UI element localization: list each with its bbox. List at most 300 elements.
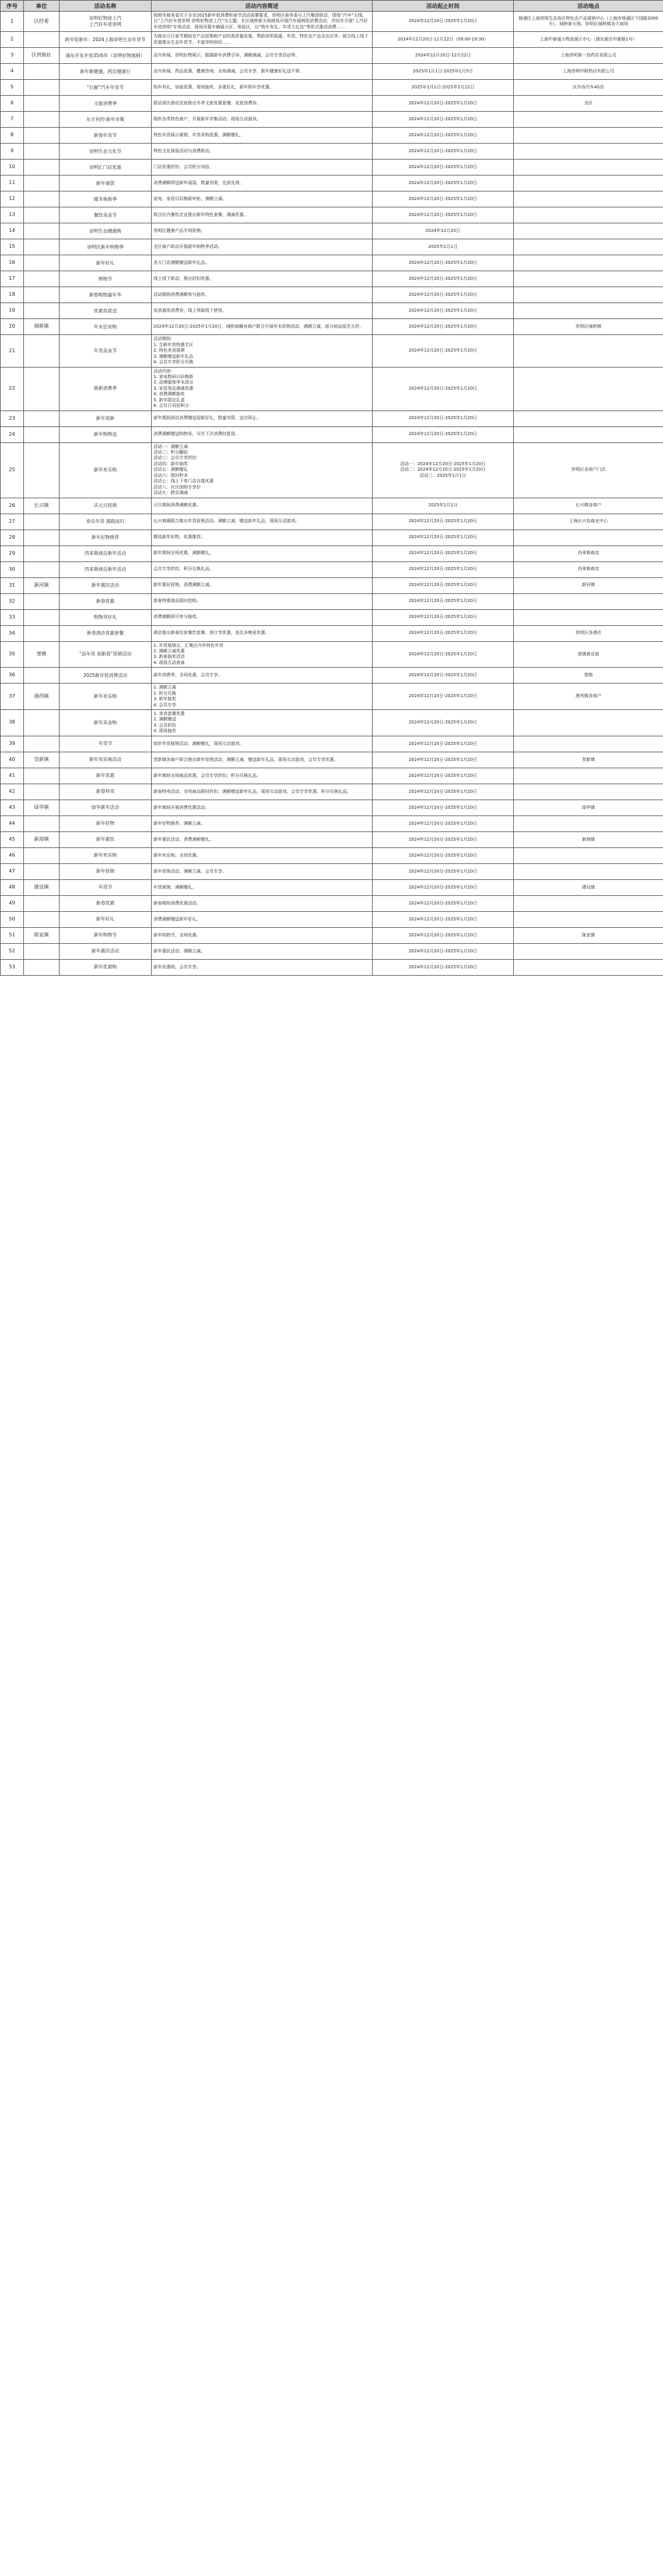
cell-no: 47 — [1, 863, 24, 879]
cell-name: 西来斯商店新年活动 — [60, 546, 152, 561]
cell-unit — [24, 736, 60, 752]
cell-date: 2024年12月20日-2025年1月20日 — [373, 144, 514, 160]
cell-desc: 新春期间消费优惠活动。 — [152, 895, 373, 911]
cell-desc: 消费满额即送新年福袋，数量有限，先到先得。 — [152, 175, 373, 191]
cell-date: 2024年12月20日-2025年1月20日 — [373, 335, 514, 367]
cell-desc: 2024年12月20日-2025年1月20日，城桥商圈各商户联合开展年末促销活动，满额立减，部分商品低至五折。 — [152, 319, 373, 335]
cell-name: 年末狂欢购 — [60, 319, 152, 335]
cell-unit — [24, 768, 60, 784]
cell-loc: 上海长兴岛商业中心 — [514, 514, 663, 530]
cell-desc: 活动内容： 1. 家电数码以旧换新 2. 品牌服饰季末清仓 3. 家居用品满减优惠 4. 消费满额抽奖 5. 新年限定礼盒 6. 会员日双倍积分 — [152, 367, 373, 411]
cell-no: 37 — [1, 684, 24, 710]
cell-date: 2024年12月20日-2025年1月20日 — [373, 609, 514, 625]
cell-unit: 新河镇 — [24, 577, 60, 593]
cell-date: 2024年12月20日-2025年1月20日 — [373, 768, 514, 784]
cell-name: 购物享好礼 — [60, 609, 152, 625]
cell-name: 新春年货节 — [60, 128, 152, 144]
cell-name: 新年好礼 — [60, 255, 152, 271]
cell-no: 38 — [1, 710, 24, 736]
cell-date: 2024年12月20日-2025年1月20日 — [373, 847, 514, 863]
table-row — [1, 927, 663, 943]
cell-no: 1 — [1, 12, 24, 32]
cell-unit — [24, 335, 60, 367]
cell-loc — [514, 710, 663, 736]
cell-desc: 酒店推出新春住宿餐饮套餐，预订享优惠，连住多晚更优惠。 — [152, 625, 373, 641]
table-row — [1, 561, 663, 577]
table-row — [1, 911, 663, 927]
cell-name: 年货节 — [60, 736, 152, 752]
cell-loc: 全区 — [514, 96, 663, 112]
cell-desc: 新年期间全场商品优惠，会员专享折扣，积分兑换礼品。 — [152, 768, 373, 784]
table-row — [1, 96, 663, 112]
cell-name: 绿华新年活动 — [60, 800, 152, 816]
cell-loc — [514, 367, 663, 411]
cell-name: 暖冬焕新季 — [60, 191, 152, 207]
cell-date: 2024年12月20日-2025年1月20日 — [373, 668, 514, 684]
cell-unit — [24, 411, 60, 426]
cell-unit: 区供销社 — [24, 48, 60, 64]
table-row — [1, 498, 663, 514]
cell-date: 2024年12月20日-2025年1月20日 — [373, 175, 514, 191]
cell-date: 2024年12月20日-2025年1月20日 — [373, 271, 514, 287]
cell-name: 新春优惠 — [60, 895, 152, 911]
cell-date: 2024年12月20日-2025年1月20日 — [373, 367, 514, 411]
table-row — [1, 319, 663, 335]
cell-date: 2025年1月1日 — [373, 239, 514, 255]
cell-loc — [514, 207, 663, 223]
cell-name: 新春特卖 — [60, 784, 152, 800]
cell-no: 22 — [1, 367, 24, 411]
header-date: 活动起止时间 — [373, 1, 514, 12]
table-row — [1, 144, 663, 160]
table-row — [1, 335, 663, 367]
cell-loc — [514, 255, 663, 271]
cell-unit — [24, 239, 60, 255]
cell-desc: 新年期间开展消费优惠活动。 — [152, 800, 373, 816]
cell-loc: 崇明区城桥镇 — [514, 319, 663, 335]
cell-loc: 新河镇 — [514, 577, 663, 593]
cell-date: 2024年12月20日-12月22日（09:00-19:30） — [373, 32, 514, 48]
cell-desc: 线上线下联动，推出折扣优惠。 — [152, 271, 373, 287]
table-row — [1, 12, 663, 32]
cell-name: 购物节 — [60, 271, 152, 287]
cell-loc: 堡镇 — [514, 668, 663, 684]
cell-date: 2024年12月20日-2025年1月20日 — [373, 710, 514, 736]
cell-loc — [514, 112, 663, 128]
cell-date: 2024年12月20日 — [373, 223, 514, 239]
cell-no: 42 — [1, 784, 24, 800]
cell-date: 2024年12月20日-2025年1月20日 — [373, 303, 514, 319]
cell-name: 崇明生态文化节 — [60, 144, 152, 160]
table-row — [1, 64, 663, 80]
activity-table — [0, 0, 663, 976]
cell-date: 2024年12月20日-2025年1月20日 — [373, 160, 514, 175]
table-row — [1, 303, 663, 319]
cell-desc: 元旦期间消费满额优惠。 — [152, 498, 373, 514]
cell-loc: 绿华镇 — [514, 800, 663, 816]
cell-name: 2025新年促消费活动 — [60, 668, 152, 684]
cell-unit: 竖新镇 — [24, 752, 60, 768]
cell-loc: 陈家镇 — [514, 927, 663, 943]
cell-loc — [514, 335, 663, 367]
cell-desc: 联动景区酒店民宿推出冬季文旅优惠套餐，发放消费券。 — [152, 96, 373, 112]
table-row — [1, 367, 663, 411]
cell-loc — [514, 959, 663, 975]
cell-desc: 长兴商圈联合推出年货促销活动，满额立减，赠送新年礼品，现场互动游戏。 — [152, 514, 373, 530]
cell-date: 2025年1月1日 — [373, 498, 514, 514]
table-row — [1, 128, 663, 144]
cell-date: 2024年12月20日-2025年1月20日 — [373, 207, 514, 223]
cell-date: 2024年12月20日-2025年1月20日 — [373, 927, 514, 943]
cell-name: 新年美食购 — [60, 710, 152, 736]
cell-name: 焕新消费季 — [60, 367, 152, 411]
cell-no: 33 — [1, 609, 24, 625]
cell-desc: 会员专享折扣，积分兑换礼品。 — [152, 561, 373, 577]
header-unit: 单位 — [24, 1, 60, 12]
cell-date: 2024年12月20日-2025年1月20日 — [373, 752, 514, 768]
cell-loc — [514, 943, 663, 959]
cell-no: 16 — [1, 255, 24, 271]
table-row — [1, 514, 663, 530]
cell-unit — [24, 546, 60, 561]
cell-no: 46 — [1, 847, 24, 863]
cell-desc: 活动期间： 1. 生鲜年货特惠专区 2. 特色美食展销 3. 满额赠送新年礼品 4. 会员专享积分兑换 — [152, 335, 373, 367]
cell-loc: 长兴镇各商户 — [514, 498, 663, 514]
cell-desc: 店内参展、崇明好物展示，跟随新年消费引导，满额满减，会员专享活动等。 — [152, 48, 373, 64]
cell-desc: 竖新镇各商户联合推出新年促销活动，满额立减，赠送新年礼品，现场互动游戏，会员专享优惠。 — [152, 752, 373, 768]
cell-date: 2024年12月20日-2025年1月20日 — [373, 112, 514, 128]
cell-date: 2024年12月20日-2025年1月20日 — [373, 911, 514, 927]
cell-desc: 1. 年货展销会，汇集区内外特色年货 2. 满额立减优惠 3. 新春抽奖活动 4. 现场互动表演 — [152, 641, 373, 668]
cell-date: 2024年12月20日-2025年1月20日 — [373, 684, 514, 710]
cell-unit — [24, 64, 60, 80]
cell-no: 5 — [1, 80, 24, 96]
cell-desc: 店内参展、药品优惠、健康咨询，全场满减，会员专享，新年健康好礼送不停。 — [152, 64, 373, 80]
cell-name: 新春购物嘉年华 — [60, 287, 152, 303]
cell-desc: 新春特卖活动，全场商品限时折扣，满额赠送新年礼品，现场互动游戏，会员专享优惠，积分兑换礼品。 — [152, 784, 373, 800]
cell-date: 2024年12月20日-2025年1月20日 — [373, 895, 514, 911]
cell-desc: 新年优惠购，会员专享。 — [152, 959, 373, 975]
cell-loc — [514, 223, 663, 239]
cell-date: 2024年12月20日-2025年1月20日 — [373, 287, 514, 303]
cell-desc: 按照市商务委关于全市2025新年促消费和春节活动部署要求，崇明区商务委与上汽集团联动，围绕“汽车”主线，以“上汽好车进崇明 崇明好物进上汽”为主题，在区城桥新天地商场开展汽车展销促消费活动，并同步开展“上汽好车进崇明”专场活动，现场设置车辆展示区、体验区，以“购车有礼、年货大礼包”等形式推动消费…… — [152, 12, 373, 32]
cell-date: 活动一：2024年12月20日-2025年1月20日 活动二：2024年12月20日-2025年1月20日 活动三：2025年1月1日 — [373, 442, 514, 498]
table-row — [1, 191, 663, 207]
table-row — [1, 426, 663, 442]
cell-date: 2024年12月20日-2025年1月20日 — [373, 319, 514, 335]
cell-loc: 竖新镇 — [514, 752, 663, 768]
cell-unit — [24, 442, 60, 498]
cell-unit: 城桥镇 — [24, 319, 60, 335]
cell-unit — [24, 223, 60, 239]
cell-unit — [24, 847, 60, 863]
cell-loc — [514, 784, 663, 800]
cell-date: 2024年12月20日-2025年1月20日 — [373, 255, 514, 271]
table-row — [1, 710, 663, 736]
table-row — [1, 668, 663, 684]
cell-name: 新年促销 — [60, 863, 152, 879]
cell-name: 餐饮美食节 — [60, 207, 152, 223]
cell-desc: 新年期间到店消费赠送迎新好礼，数量有限，送完即止。 — [152, 411, 373, 426]
cell-unit — [24, 959, 60, 975]
cell-unit — [24, 710, 60, 736]
cell-unit: 陈家镇 — [24, 927, 60, 943]
cell-desc: 新年欢乐购，全场优惠。 — [152, 847, 373, 863]
cell-name: “品年货 迎新春”促销活动 — [60, 641, 152, 668]
cell-unit — [24, 128, 60, 144]
cell-date: 2024年12月20日-2025年1月20日 — [373, 784, 514, 800]
cell-loc — [514, 411, 663, 426]
cell-desc: 新年期间全场优惠，满额赠礼。 — [152, 546, 373, 561]
cell-unit: 区经委 — [24, 12, 60, 32]
cell-unit — [24, 271, 60, 287]
table-row — [1, 609, 663, 625]
cell-no: 13 — [1, 207, 24, 223]
cell-loc — [514, 847, 663, 863]
cell-loc: 堡镇商业街 — [514, 641, 663, 668]
cell-desc: 新年购物节，全场优惠。 — [152, 927, 373, 943]
header-desc: 活动内容简述 — [152, 1, 373, 12]
cell-desc: 特色年货展示展销，年货采购优惠，满额赠礼。 — [152, 128, 373, 144]
cell-date: 2024年12月20日-2025年1月20日 — [373, 625, 514, 641]
table-row — [1, 112, 663, 128]
cell-loc: 上海崇明第一西药店有限公司 — [514, 48, 663, 64]
cell-unit: 长兴镇 — [24, 498, 60, 514]
table-row — [1, 530, 663, 546]
table-row — [1, 684, 663, 710]
cell-desc: 门店优惠折扣，会员积分加倍。 — [152, 160, 373, 175]
cell-no: 41 — [1, 768, 24, 784]
cell-name: 新年优惠购 — [60, 959, 152, 975]
cell-unit — [24, 287, 60, 303]
cell-date: 2024年12月20日-2025年1月20日 — [373, 546, 514, 561]
cell-unit — [24, 191, 60, 207]
cell-no: 35 — [1, 641, 24, 668]
cell-loc — [514, 609, 663, 625]
table-header-row — [1, 1, 663, 12]
cell-desc: 联合区内餐饮企业推出新年特色套餐，满减优惠。 — [152, 207, 373, 223]
cell-date: 2024年12月20日-2025年1月20日 — [373, 863, 514, 879]
cell-date: 2024年12月20日-2025年1月20日 — [373, 800, 514, 816]
cell-no: 6 — [1, 96, 24, 112]
cell-unit — [24, 863, 60, 879]
cell-loc: 西来斯商店 — [514, 546, 663, 561]
cell-no: 51 — [1, 927, 24, 943]
cell-name: 跨年促新年：2024上海崇明生态年货节 — [60, 32, 152, 48]
cell-no: 20 — [1, 319, 24, 335]
cell-loc — [514, 768, 663, 784]
cell-loc: 崇明区各酒店 — [514, 625, 663, 641]
cell-loc — [514, 863, 663, 879]
table-row — [1, 32, 663, 48]
cell-desc: 1. 美食套餐优惠 2. 满额赠送 3. 会员折扣 4. 现场抽奖 — [152, 710, 373, 736]
cell-name: 新年购物节 — [60, 927, 152, 943]
cell-unit — [24, 593, 60, 609]
cell-name: 庆元旦促销 — [60, 498, 152, 514]
table-row — [1, 831, 663, 847]
table-row — [1, 442, 663, 498]
cell-name: “巨献”汽车年货节 — [60, 80, 152, 96]
cell-date: 2024年12月20日-2025年1月20日 — [373, 411, 514, 426]
table-row — [1, 641, 663, 668]
cell-loc — [514, 816, 663, 831]
table-row — [1, 239, 663, 255]
cell-unit — [24, 207, 60, 223]
cell-unit — [24, 816, 60, 831]
cell-no: 7 — [1, 112, 24, 128]
cell-no: 15 — [1, 239, 24, 255]
cell-loc — [514, 191, 663, 207]
cell-no: 50 — [1, 911, 24, 927]
cell-no: 34 — [1, 625, 24, 641]
cell-no: 31 — [1, 577, 24, 593]
cell-date: 2024年12月20日-2025年1月20日 — [373, 128, 514, 144]
cell-date: 2024年12月20日-2025年1月20日 — [373, 943, 514, 959]
table-row — [1, 577, 663, 593]
cell-name: 崇明汇门店优惠 — [60, 160, 152, 175]
cell-no: 39 — [1, 736, 24, 752]
cell-loc — [514, 160, 663, 175]
table-row — [1, 800, 663, 816]
cell-loc: 新海镇 — [514, 831, 663, 847]
cell-unit — [24, 426, 60, 442]
cell-desc: 消费满额赠送新年好礼。 — [152, 911, 373, 927]
cell-desc: 新年促销活动，满额立减，会员专享。 — [152, 863, 373, 879]
table-row — [1, 752, 663, 768]
cell-desc: 全区商户联动开展新年购物季活动。 — [152, 239, 373, 255]
cell-unit — [24, 367, 60, 411]
table-row — [1, 255, 663, 271]
cell-name: 新年惠民活动 — [60, 577, 152, 593]
table-row — [1, 863, 663, 879]
cell-name: 新年好物 — [60, 816, 152, 831]
cell-date: 2024年12月20日-2025年1月20日 — [373, 593, 514, 609]
cell-desc: 发放通用消费券，线上领取线下使用。 — [152, 303, 373, 319]
cell-no: 14 — [1, 223, 24, 239]
cell-date: 2024年12月20日-2025年1月20日 — [373, 879, 514, 895]
cell-no: 8 — [1, 128, 24, 144]
cell-unit — [24, 303, 60, 319]
cell-desc: 组织年货展销活动，满额赠礼，现场互动游戏。 — [152, 736, 373, 752]
cell-loc — [514, 175, 663, 191]
cell-loc: 港西镇各商户 — [514, 684, 663, 710]
cell-name: 欢乐年货 满载而归 — [60, 514, 152, 530]
cell-desc: 消费满额即可参与抽奖。 — [152, 609, 373, 625]
cell-unit — [24, 609, 60, 625]
cell-unit — [24, 255, 60, 271]
table-row — [1, 411, 663, 426]
cell-name: 新年迎新 — [60, 411, 152, 426]
cell-loc — [514, 895, 663, 911]
cell-name: 优惠券派送 — [60, 303, 152, 319]
cell-unit — [24, 668, 60, 684]
cell-loc — [514, 144, 663, 160]
cell-no: 36 — [1, 668, 24, 684]
cell-date: 2024年12月20日-2025年1月20日 — [373, 561, 514, 577]
cell-loc: 崇明区各商户门店 — [514, 442, 663, 498]
cell-no: 18 — [1, 287, 24, 303]
cell-name: 西来斯商店新年活动 — [60, 561, 152, 577]
cell-loc — [514, 426, 663, 442]
cell-desc: 家电、家居以旧换新补贴，满额立减。 — [152, 191, 373, 207]
cell-no: 52 — [1, 943, 24, 959]
table-row — [1, 784, 663, 800]
cell-desc: 特色文化体验活动与消费联动。 — [152, 144, 373, 160]
table-row — [1, 48, 663, 64]
cell-name: 新年欢乐购 — [60, 684, 152, 710]
cell-loc: 西来斯商店 — [514, 561, 663, 577]
cell-no: 40 — [1, 752, 24, 768]
cell-loc — [514, 736, 663, 752]
cell-date: 2024年12月24日-2025年1月20日 — [373, 12, 514, 32]
cell-name: 崇明区新年购物季 — [60, 239, 152, 255]
cell-name: 崇明好物进上汽 上汽好车进崇明 — [60, 12, 152, 32]
cell-no: 21 — [1, 335, 24, 367]
cell-date: 2024年12月20日-2025年1月20日 — [373, 191, 514, 207]
cell-no: 12 — [1, 191, 24, 207]
cell-no: 44 — [1, 816, 24, 831]
cell-desc: 新年惠民活动，满额立减。 — [152, 943, 373, 959]
cell-unit — [24, 96, 60, 112]
cell-unit — [24, 80, 60, 96]
cell-desc: 活动一：满额立减 活动二：积分翻倍 活动三：会员专享折扣 活动四：新年抽奖 活动五：满额赠礼 活动六：限时秒杀 活动七：线上下单门店自提优惠 活动八：社区团购专享价 活动九：跨店满减 — [152, 442, 373, 498]
cell-name: 崇明生态健康购 — [60, 223, 152, 239]
cell-loc — [514, 530, 663, 546]
table-row — [1, 593, 663, 609]
cell-unit — [24, 784, 60, 800]
cell-no: 27 — [1, 514, 24, 530]
cell-no: 49 — [1, 895, 24, 911]
cell-desc: 新年惠民活动，消费满额赠礼。 — [152, 831, 373, 847]
cell-unit — [24, 175, 60, 191]
table-row — [1, 847, 663, 863]
cell-name: 新年欢乐购 — [60, 847, 152, 863]
cell-desc: 新春特惠商品限时抢购。 — [152, 593, 373, 609]
cell-unit: 新海镇 — [24, 831, 60, 847]
table-row — [1, 175, 663, 191]
cell-no: 17 — [1, 271, 24, 287]
cell-no: 2 — [1, 32, 24, 48]
cell-loc — [514, 593, 663, 609]
cell-date: 2024年12月20日-2025年1月20日 — [373, 641, 514, 668]
cell-no: 48 — [1, 879, 24, 895]
cell-no: 10 — [1, 160, 24, 175]
table-body — [1, 12, 663, 976]
cell-name: 新年欢乐购 — [60, 442, 152, 498]
cell-date: 2024年12月20日-2025年1月20日 — [373, 514, 514, 530]
table-row — [1, 207, 663, 223]
cell-desc: 新年好物推荐，满额立减。 — [152, 816, 373, 831]
cell-no: 9 — [1, 144, 24, 160]
table-row — [1, 546, 663, 561]
cell-desc: 1. 满额立减 2. 积分兑换 3. 新年抽奖 4. 会员专享 — [152, 684, 373, 710]
table-row — [1, 287, 663, 303]
cell-desc: 年货展销，满额赠礼。 — [152, 879, 373, 895]
cell-date: 2025年1月1日-2025年2月12日 — [373, 80, 514, 96]
header-no: 序号 — [1, 1, 24, 12]
cell-unit — [24, 514, 60, 530]
table-row — [1, 895, 663, 911]
cell-desc: 精选新年好物，优惠推荐。 — [152, 530, 373, 546]
cell-unit — [24, 32, 60, 48]
cell-unit — [24, 160, 60, 175]
header-loc: 活动地点 — [514, 1, 663, 12]
cell-name: 文旅消费季 — [60, 96, 152, 112]
cell-unit — [24, 911, 60, 927]
cell-desc: 各大门店满额赠送新年礼品。 — [152, 255, 373, 271]
cell-loc — [514, 287, 663, 303]
cell-date: 2024年12月20日-2025年1月20日 — [373, 959, 514, 975]
